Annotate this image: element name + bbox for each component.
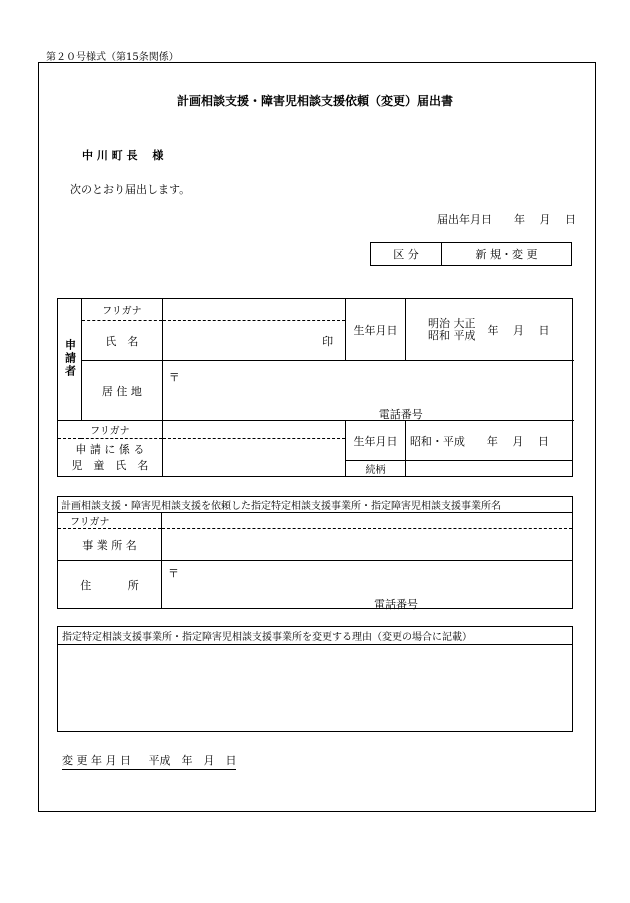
form-title: 計画相談支援・障害児相談支援依頼（変更）届出書	[176, 94, 453, 108]
applicant-address-label: 居 住 地	[81, 361, 162, 421]
era-top: 明治 大正	[427, 316, 476, 330]
office-furigana-label: フリガナ	[58, 513, 162, 529]
child-furigana-field[interactable]	[162, 421, 345, 439]
child-furigana-label: フリガナ	[58, 421, 163, 439]
applicant-table	[57, 298, 573, 477]
change-date-label: 変 更 年 月 日	[62, 754, 131, 767]
office-phone-label: 電話番号	[374, 598, 418, 611]
applicant-furigana-field[interactable]	[162, 299, 345, 321]
filing-date: 届出年月日 年 月 日	[437, 213, 576, 226]
addressee: 中 川 町 長 様	[82, 149, 164, 162]
category-table	[370, 242, 572, 266]
applicant-address-field[interactable]	[162, 361, 572, 421]
category-label: 区 分	[371, 243, 442, 266]
postal-mark: 〒	[168, 371, 180, 384]
office-name-label: 事 業 所 名	[58, 529, 162, 561]
office-header: 計画相談支援・障害児相談支援を依頼した指定特定相談支援事業所・指定障害児相談支援事業所名	[58, 497, 573, 513]
reason-field[interactable]	[58, 645, 573, 732]
applicant-section-label: 申請者	[58, 299, 82, 421]
applicant-phone-label: 電話番号	[378, 408, 423, 421]
applicant-name-label: 氏 名	[81, 321, 162, 361]
applicant-birth-field[interactable]	[405, 299, 572, 361]
applicant-name-field[interactable]	[162, 321, 345, 361]
applicant-birth-label: 生年月日	[346, 299, 406, 361]
change-date-line[interactable]	[62, 752, 236, 770]
change-date-value: 平成 年 月 日	[148, 754, 237, 767]
era-bottom: 昭和 平成	[427, 328, 476, 342]
office-table	[57, 496, 573, 609]
office-address-label: 住 所	[58, 561, 162, 609]
seal-mark: 印	[322, 334, 334, 348]
applicant-birth-ymd: 年 月 日	[487, 323, 550, 337]
applicant-furigana-label: フリガナ	[81, 299, 162, 321]
relation-label: 続柄	[346, 461, 406, 477]
child-name-label: 申 請 に 係 る 児 童 氏 名	[58, 439, 163, 477]
child-name-field[interactable]	[162, 439, 345, 477]
applicant-phone-field[interactable]	[572, 361, 573, 421]
reason-header: 指定特定相談支援事業所・指定障害児相談支援事業所を変更する理由（変更の場合に記載）	[58, 627, 573, 645]
office-name-field[interactable]	[162, 529, 573, 561]
office-address-field[interactable]	[162, 561, 573, 609]
category-value[interactable]: 新 規・変 更	[442, 243, 572, 266]
form-number: 第２０号様式（第15条関係）	[46, 52, 179, 63]
intro-text: 次のとおり届出します。	[70, 183, 191, 196]
reason-table	[57, 626, 573, 732]
office-furigana-field[interactable]	[162, 513, 573, 529]
relation-field[interactable]	[405, 461, 572, 477]
child-birth-label: 生年月日	[346, 421, 406, 461]
office-postal-mark: 〒	[168, 567, 179, 580]
child-birth-field[interactable]: 昭和・平成 年 月 日	[405, 421, 572, 461]
